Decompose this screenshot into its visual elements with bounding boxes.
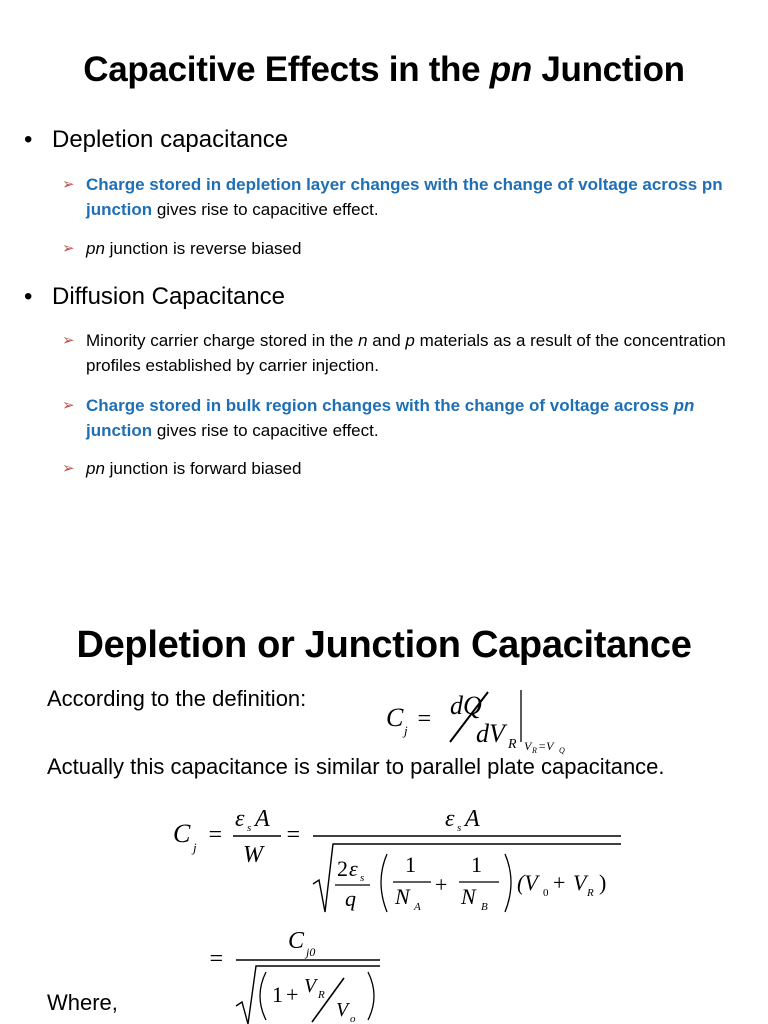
svg-text:C: C bbox=[386, 703, 404, 732]
svg-text:B: B bbox=[481, 901, 488, 913]
svg-text:o: o bbox=[350, 1013, 356, 1024]
arrow-bullet-icon: ➢ bbox=[62, 460, 75, 477]
svg-text:+: + bbox=[553, 870, 566, 895]
svg-text:R: R bbox=[587, 887, 594, 899]
sub-item-forward-biased: ➢ pn junction is forward biased bbox=[62, 456, 752, 481]
svg-text:=: = bbox=[208, 946, 225, 972]
svg-text:q: q bbox=[345, 886, 356, 911]
svg-text:V: V bbox=[524, 739, 532, 753]
slide-title: Capacitive Effects in the pn Junction bbox=[83, 50, 685, 89]
bullet-diffusion-capacitance: • Diffusion Capacitance bbox=[24, 283, 286, 310]
svg-text:R: R bbox=[318, 989, 325, 1001]
svg-text:V: V bbox=[304, 975, 317, 997]
svg-text:dV: dV bbox=[476, 719, 505, 748]
svg-text:C: C bbox=[173, 819, 191, 848]
parallel-plate-text: Actually this capacitance is similar to parallel plate capacitance. bbox=[47, 754, 665, 779]
svg-text:j: j bbox=[404, 723, 408, 738]
svg-text:N: N bbox=[461, 884, 476, 909]
svg-text:): ) bbox=[599, 870, 607, 895]
svg-text:N: N bbox=[395, 884, 410, 909]
sub-item-reverse-biased: ➢ pn junction is reverse biased bbox=[62, 236, 752, 261]
svg-text:=: = bbox=[285, 822, 302, 848]
svg-text:C: C bbox=[288, 928, 305, 954]
svg-text:A: A bbox=[465, 806, 480, 832]
equation-cj0-form bbox=[200, 920, 400, 1024]
arrow-bullet-icon: ➢ bbox=[62, 397, 75, 414]
svg-text:j0: j0 bbox=[306, 945, 316, 959]
equation-cj-parallel-plate bbox=[165, 800, 645, 920]
svg-text:=V: =V bbox=[538, 739, 554, 753]
arrow-bullet-icon: ➢ bbox=[62, 176, 75, 193]
svg-text:(V: (V bbox=[517, 870, 538, 895]
slide-title-depletion-junction: Depletion or Junction Capacitance bbox=[76, 624, 692, 666]
svg-text:=: = bbox=[416, 706, 433, 732]
equation-cj-definition bbox=[380, 680, 600, 760]
svg-text:1: 1 bbox=[405, 852, 416, 877]
svg-text:W: W bbox=[243, 842, 263, 868]
svg-text:R: R bbox=[532, 746, 537, 755]
svg-text:+: + bbox=[435, 872, 448, 897]
svg-text:0: 0 bbox=[543, 887, 549, 899]
bullet-dot-icon: • bbox=[24, 283, 33, 310]
svg-text:dQ: dQ bbox=[450, 691, 482, 720]
svg-text:=: = bbox=[207, 822, 224, 848]
svg-text:ε: ε bbox=[349, 856, 358, 881]
arrow-bullet-icon: ➢ bbox=[62, 240, 75, 257]
svg-text:+: + bbox=[286, 982, 299, 1007]
svg-text:V: V bbox=[336, 999, 349, 1021]
svg-text:V: V bbox=[573, 870, 587, 895]
svg-text:A: A bbox=[255, 806, 270, 832]
bullet-dot-icon: • bbox=[24, 126, 33, 153]
svg-text:A: A bbox=[414, 901, 421, 913]
svg-text:2: 2 bbox=[337, 856, 348, 881]
svg-text:ε: ε bbox=[235, 806, 245, 832]
svg-text:1: 1 bbox=[272, 982, 283, 1007]
svg-text:s: s bbox=[247, 822, 252, 834]
arrow-bullet-icon: ➢ bbox=[62, 332, 75, 349]
svg-text:R: R bbox=[508, 737, 517, 752]
definition-text: According to the definition: bbox=[47, 686, 307, 711]
sub-item-charge-bulk: ➢ Charge stored in bulk region changes with the change of voltage across pn junction gives rise to capacitive effect. bbox=[62, 393, 752, 443]
sub-item-charge-depletion: ➢ Charge stored in depletion layer changes with the change of voltage across pn junction gives rise to capacitive effect. bbox=[62, 172, 752, 222]
sub-item-minority-carrier: ➢ Minority carrier charge stored in the n and p materials as a result of the concentration profiles established by carrier injection. bbox=[62, 328, 752, 378]
svg-text:s: s bbox=[457, 822, 462, 834]
svg-text:j: j bbox=[193, 840, 197, 855]
svg-text:s: s bbox=[360, 872, 365, 884]
svg-text:Q: Q bbox=[559, 746, 565, 755]
svg-text:ε: ε bbox=[445, 806, 455, 832]
svg-text:1: 1 bbox=[471, 852, 482, 877]
bullet-depletion-capacitance: • Depletion capacitance bbox=[24, 126, 289, 153]
where-text: Where, bbox=[47, 990, 118, 1015]
